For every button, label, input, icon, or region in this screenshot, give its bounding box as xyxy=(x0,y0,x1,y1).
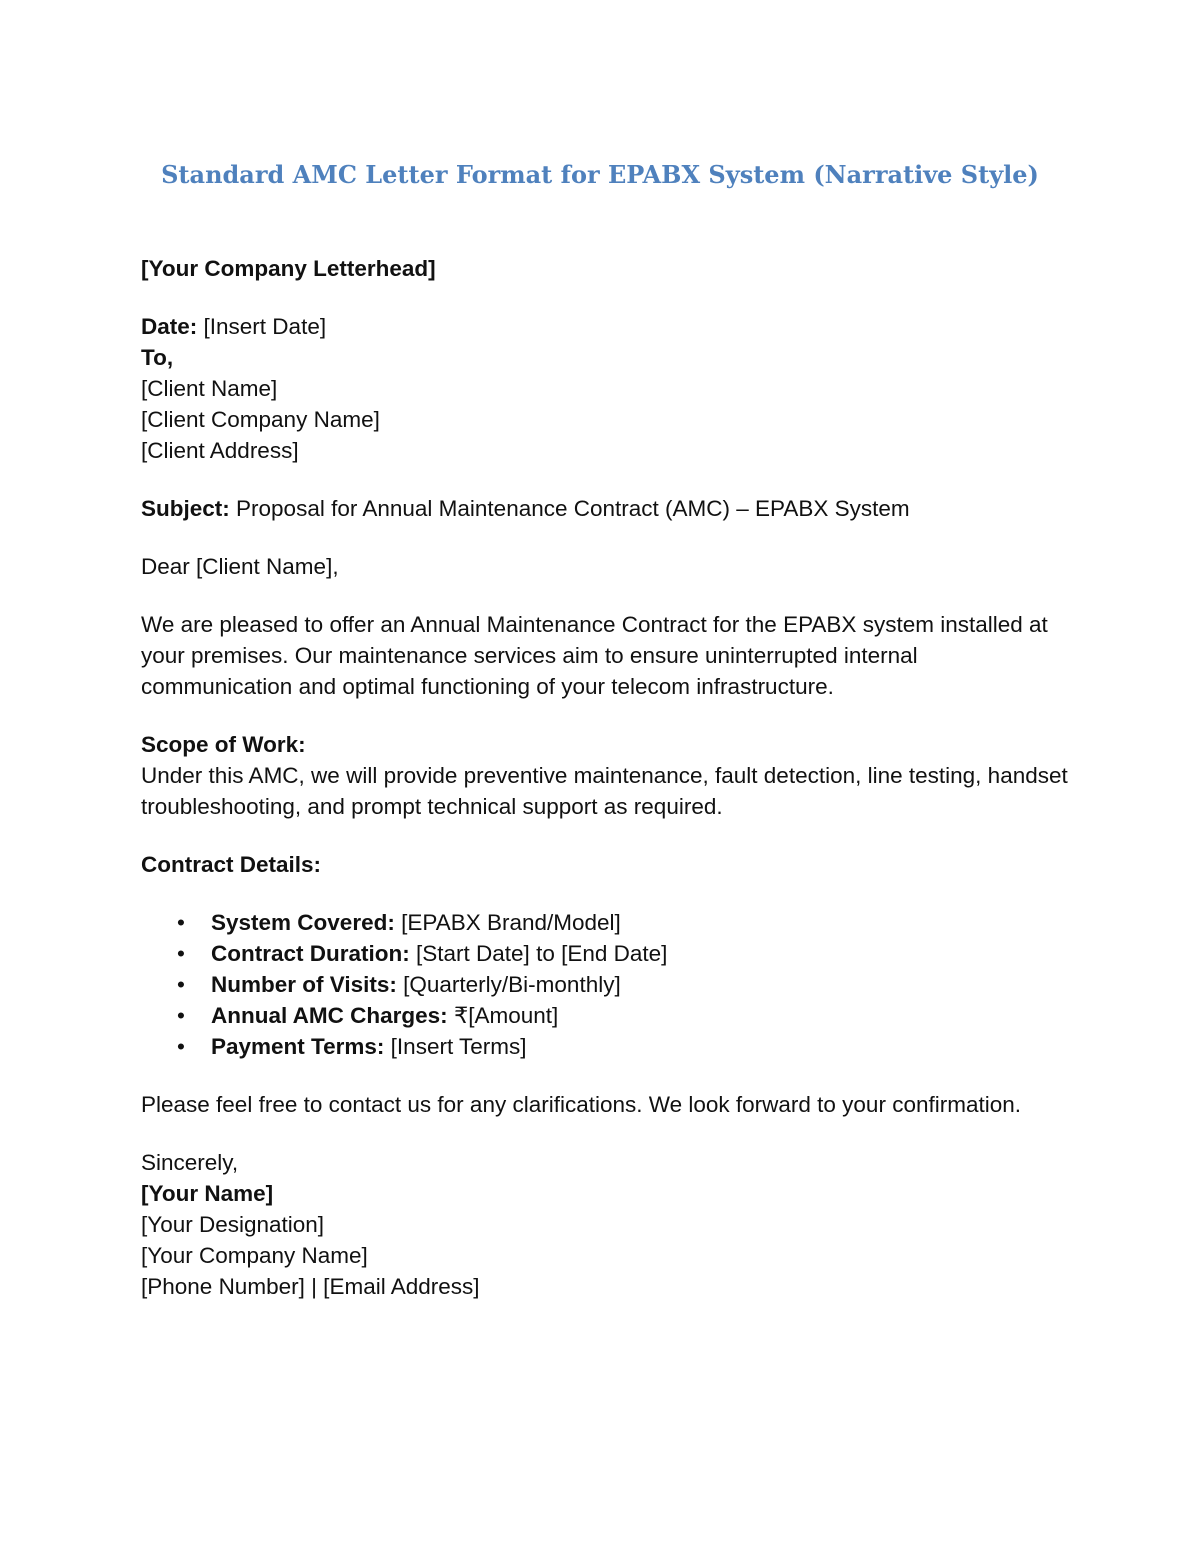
contract-heading: Contract Details: xyxy=(141,852,322,877)
item-value: [EPABX Brand/Model] xyxy=(401,910,621,935)
signature-block xyxy=(141,1147,1071,1302)
closing-paragraph: Please feel free to contact us for any clarifications. We look forward to your confirmation. xyxy=(141,1092,1021,1117)
address-block xyxy=(141,311,1071,466)
list-item xyxy=(141,969,1071,1000)
item-value: [Insert Terms] xyxy=(390,1034,527,1059)
signer-contact: [Phone Number] | [Email Address] xyxy=(141,1274,480,1299)
subject-label: Subject: xyxy=(141,496,230,521)
item-label: System Covered: xyxy=(211,910,395,935)
list-item xyxy=(141,1000,1071,1031)
list-item xyxy=(141,1031,1071,1062)
client-name-line: [Client Name] xyxy=(141,376,278,401)
item-value: [Start Date] to [End Date] xyxy=(416,941,668,966)
valediction: Sincerely, xyxy=(141,1150,239,1175)
bullet-icon: • xyxy=(177,1003,185,1028)
subject-value: Proposal for Annual Maintenance Contract (AMC) – EPABX System xyxy=(236,496,910,521)
signer-company: [Your Company Name] xyxy=(141,1243,368,1268)
client-company-line: [Client Company Name] xyxy=(141,407,380,432)
letterhead-placeholder: [Your Company Letterhead] xyxy=(141,256,436,281)
subject-line xyxy=(141,493,1071,524)
item-value: [Quarterly/Bi-monthly] xyxy=(403,972,621,997)
list-item xyxy=(141,907,1071,938)
client-address-line: [Client Address] xyxy=(141,438,299,463)
letter-body xyxy=(141,253,1071,1329)
item-label: Number of Visits: xyxy=(211,972,397,997)
intro-paragraph: We are pleased to offer an Annual Maintenance Contract for the EPABX system installed at your premises. Our maintenance services aim to ensure uninterrupted internal communication and optimal functioning of your telecom infrastructure. xyxy=(141,612,1048,699)
bullet-icon: • xyxy=(177,941,185,966)
scope-text: Under this AMC, we will provide preventive maintenance, fault detection, line testing, handset troubleshooting, and prompt technical support as required. xyxy=(141,763,1068,819)
date-line xyxy=(141,311,1071,342)
signer-name: [Your Name] xyxy=(141,1181,274,1206)
date-label: Date: xyxy=(141,314,198,339)
list-item xyxy=(141,938,1071,969)
contract-details-list xyxy=(141,907,1071,1062)
item-label: Contract Duration: xyxy=(211,941,410,966)
item-label: Payment Terms: xyxy=(211,1034,385,1059)
scope-section xyxy=(141,729,1071,822)
date-value: [Insert Date] xyxy=(203,314,327,339)
item-label: Annual AMC Charges: xyxy=(211,1003,448,1028)
bullet-icon: • xyxy=(177,972,185,997)
signer-designation: [Your Designation] xyxy=(141,1212,325,1237)
item-value: ₹[Amount] xyxy=(453,1003,559,1028)
to-label: To, xyxy=(141,345,174,370)
salutation: Dear [Client Name], xyxy=(141,554,339,579)
bullet-icon: • xyxy=(177,1034,185,1059)
scope-heading: Scope of Work: xyxy=(141,732,306,757)
bullet-icon: • xyxy=(177,910,185,935)
document-title: Standard AMC Letter Format for EPABX System (Narrative Style) xyxy=(161,160,1039,189)
